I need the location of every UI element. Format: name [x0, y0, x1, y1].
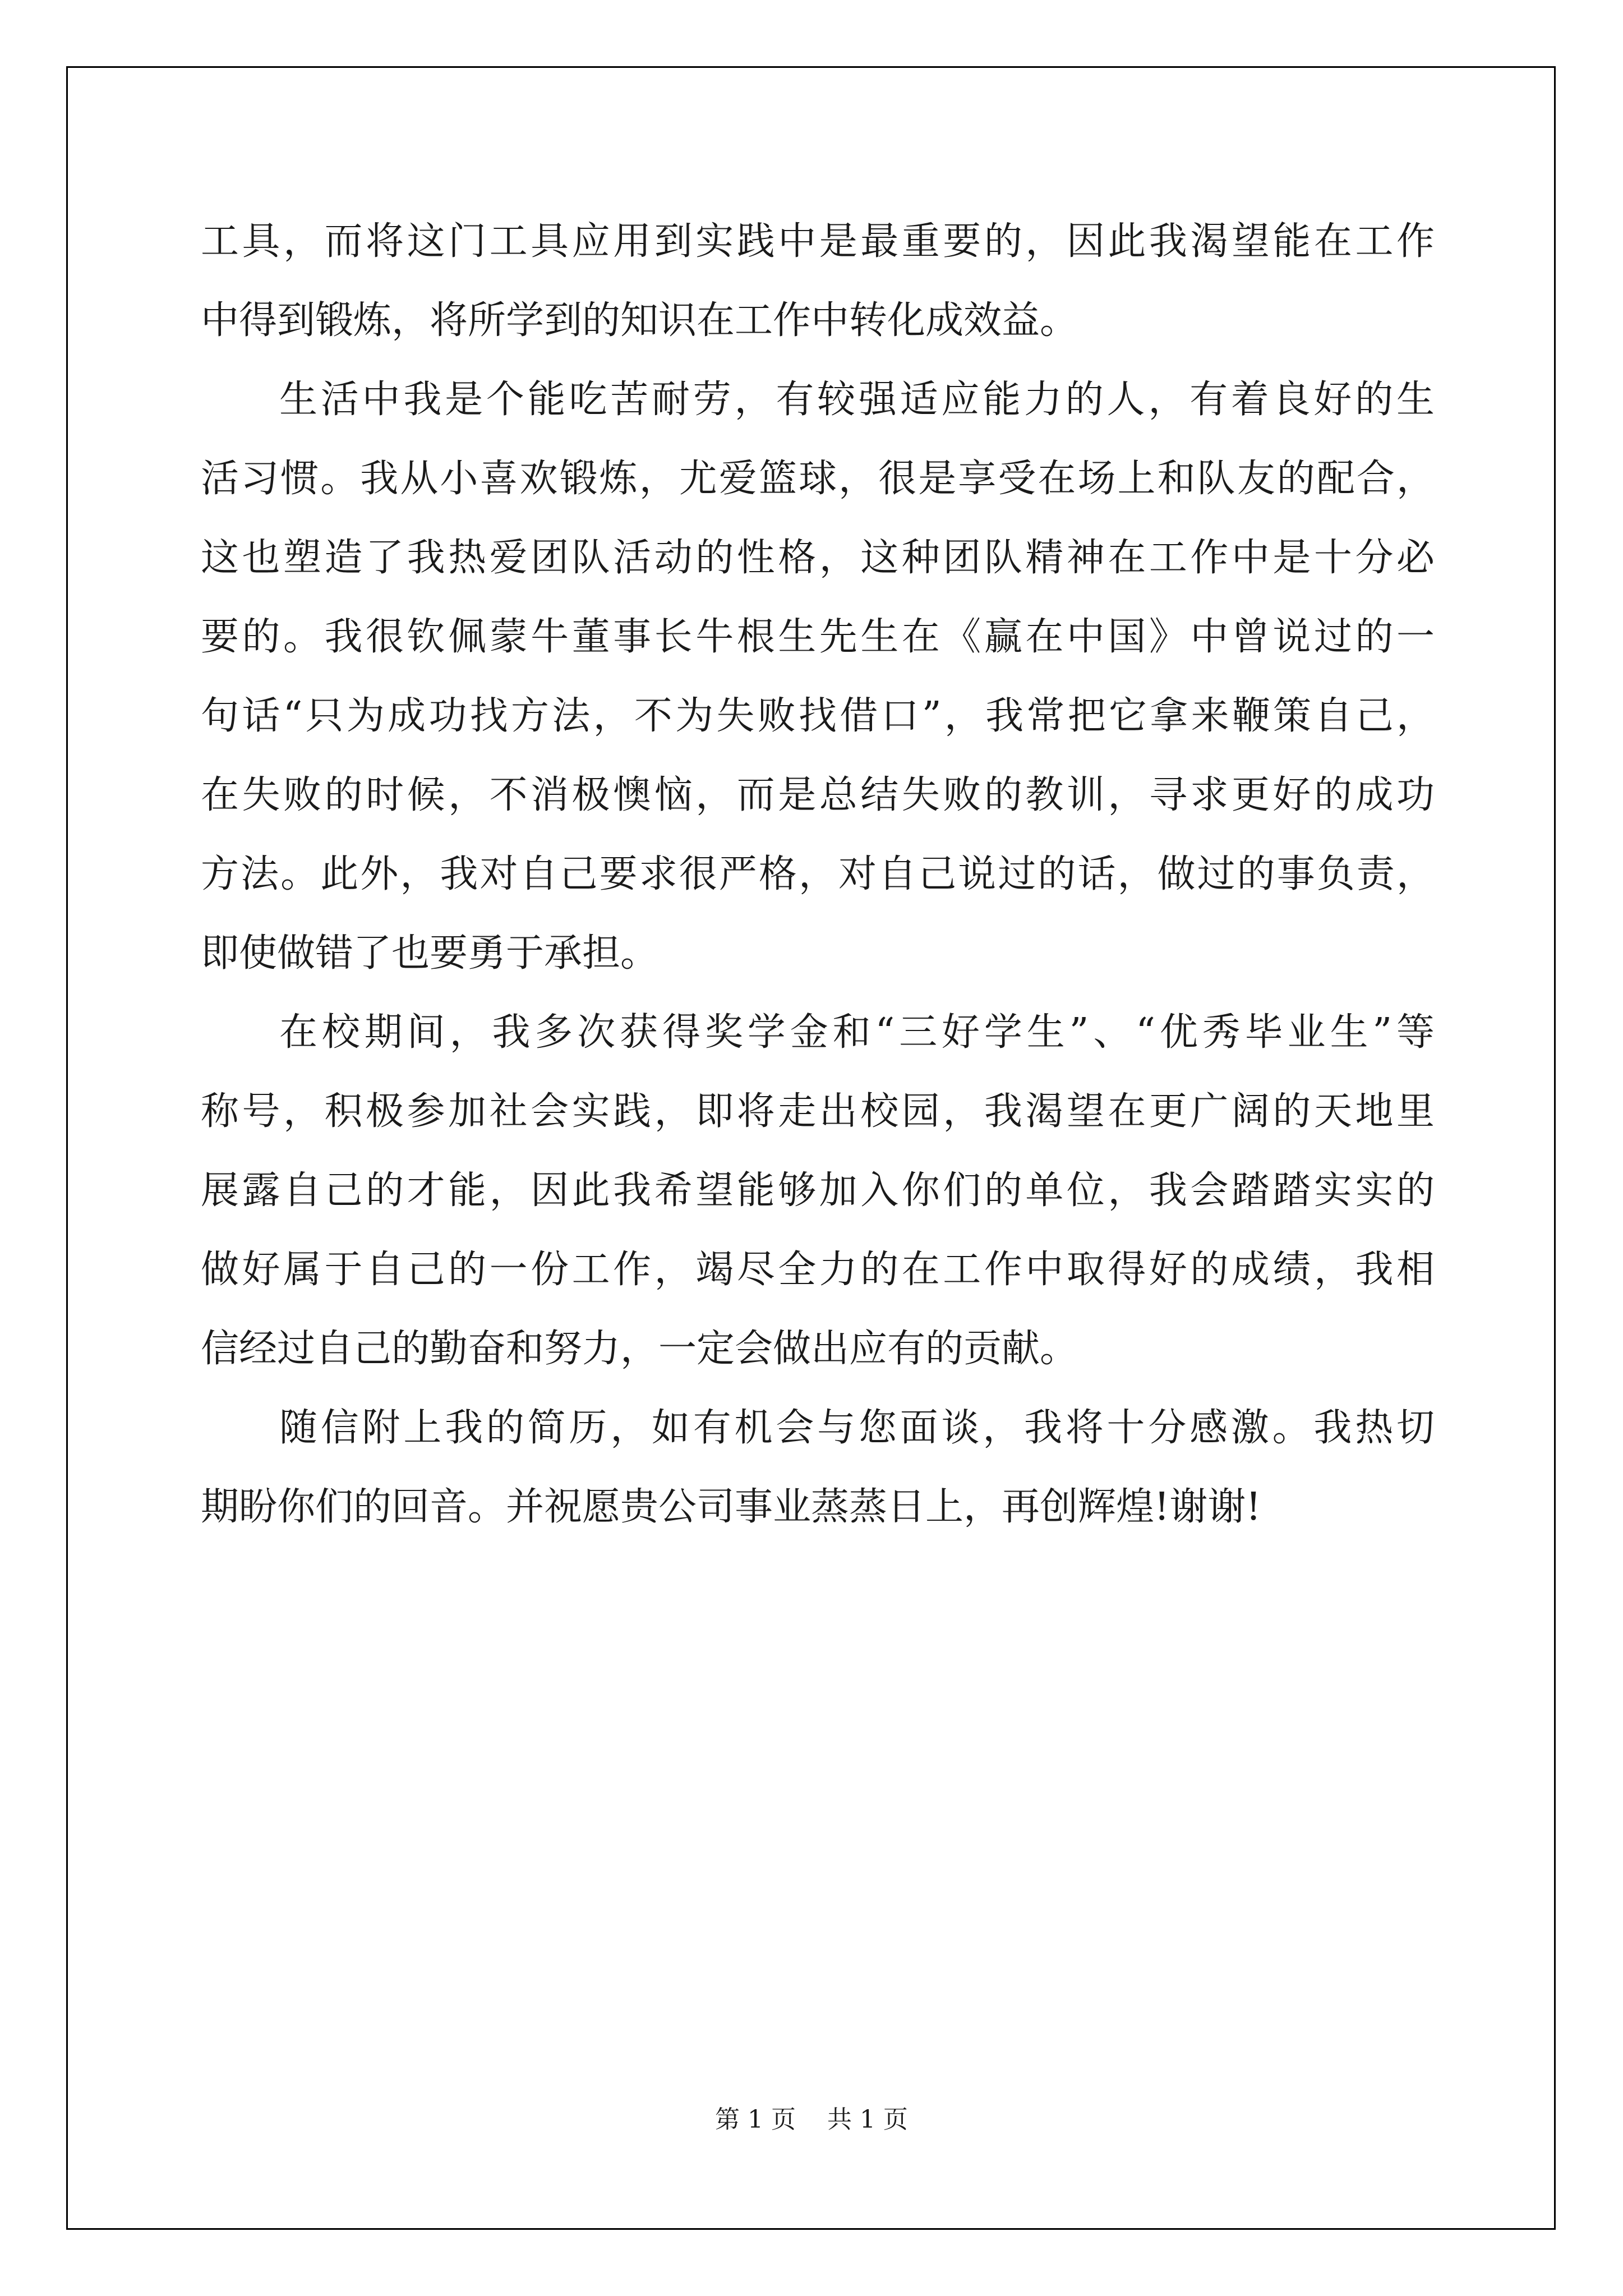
- paragraph-start-line: 随信附上我的简历，如有机会与您面谈，我将十分感激。我热切: [279, 1406, 1435, 1450]
- text-line: 这也塑造了我热爱团队活动的性格，这种团队精神在工作中是十分必: [201, 536, 1435, 580]
- text-line: 期盼你们的回音。并祝愿贵公司事业蒸蒸日上，再创辉煌!谢谢!: [201, 1485, 1261, 1529]
- text-line: 工具，而将这门工具应用到实践中是最重要的，因此我渴望能在工作: [201, 219, 1435, 264]
- text-line: 即使做错了也要勇于承担。: [201, 931, 659, 976]
- text-line: 中得到锻炼，将所学到的知识在工作中转化成效益。: [201, 298, 1078, 343]
- paragraph-start-line: 在校期间，我多次获得奖学金和“三好学生”、“优秀毕业生”等: [279, 1010, 1435, 1055]
- letter-body: [201, 202, 1435, 1547]
- text-line: 活习惯。我从小喜欢锻炼，尤爱篮球，很是享受在场上和队友的配合，: [201, 457, 1435, 501]
- text-line: 做好属于自己的一份工作，竭尽全力的在工作中取得好的成绩，我相: [201, 1248, 1435, 1292]
- text-line: 方法。此外，我对自己要求很严格，对自己说过的话，做过的事负责，: [201, 852, 1435, 896]
- text-line: 句话“只为成功找方法，不为失败找借口”，我常把它拿来鞭策自己，: [201, 694, 1435, 738]
- text-line: 信经过自己的勤奋和努力，一定会做出应有的贡献。: [201, 1327, 1078, 1371]
- page-number-footer: 第 1 页 共 1 页: [715, 2105, 908, 2134]
- text-line: 要的。我很钦佩蒙牛董事长牛根生先生在《赢在中国》中曾说过的一: [201, 615, 1435, 659]
- paragraph-start-line: 生活中我是个能吃苦耐劳，有较强适应能力的人，有着良好的生: [279, 378, 1435, 422]
- text-line: 展露自己的才能，因此我希望能够加入你们的单位，我会踏踏实实的: [201, 1168, 1435, 1213]
- text-line: 称号，积极参加社会实践，即将走出校园，我渴望在更广阔的天地里: [201, 1089, 1435, 1134]
- text-line: 在失败的时候，不消极懊恼，而是总结失败的教训，寻求更好的成功: [201, 773, 1435, 817]
